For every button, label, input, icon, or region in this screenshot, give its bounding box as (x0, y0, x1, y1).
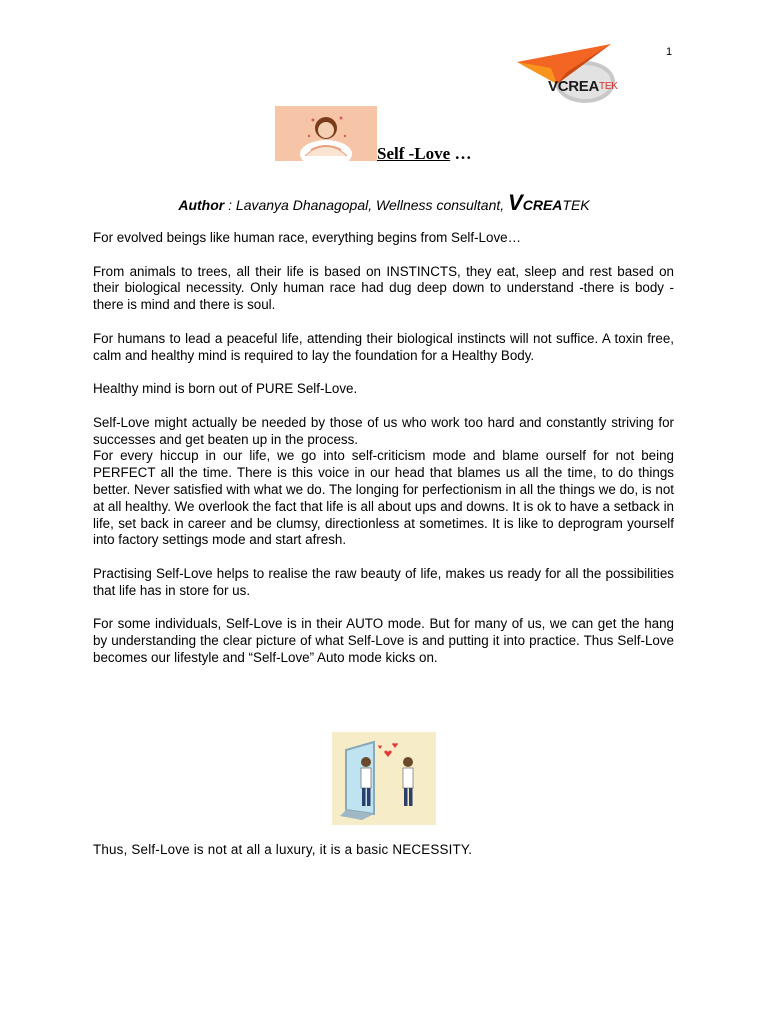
author-line (0, 190, 768, 216)
paragraph: For every hiccup in our life, we go into self-criticism mode and blame ourself for not being PERFECT all the time. There is this voice in our head that blames us all the time, to do things better. Never satisfied with what we do. The longing for perfectionism in all the things we do, is not at all healthy. We overlook the fact that life is all about ups and downs. It is ok to have a setback in life, set back in career and be clumsy, directionless at sometimes. It is like to deprogram yourself into factory settings mode and start afresh. (93, 448, 674, 548)
article-body (93, 230, 674, 684)
mirror-illustration (332, 732, 436, 825)
author-label: Author (178, 197, 225, 213)
page-number: 1 (666, 46, 673, 58)
author-brand: VCREATEK (508, 190, 590, 215)
paragraph: Practising Self-Love helps to realise the raw beauty of life, makes us ready for all the possibilities that life has in store for us. (93, 565, 674, 598)
author-details: : Lavanya Dhanagopal, Wellness consultant, (224, 197, 509, 213)
self-hug-illustration (275, 106, 377, 161)
document-title: Self -Love … (377, 144, 472, 163)
paragraph: For some individuals, Self-Love is in their AUTO mode. But for many of us, we can get the hang by understanding the clear picture of what Self-Love is and putting it into practice. Thus Self-Love becomes our lifestyle and “Self-Love” Auto mode kicks on. (93, 616, 674, 665)
paragraph: For evolved beings like human race, everything begins from Self-Love… (93, 230, 521, 245)
paragraph: For humans to lead a peaceful life, attending their biological instincts will not suffice. A toxin free, calm and healthy mind is required to lay the foundation for a Healthy Body. (93, 330, 674, 363)
paragraph: Self-Love might actually be needed by those of us who work too hard and constantly striving for successes and get beaten up in the process. (93, 414, 674, 447)
paragraph: Healthy mind is born out of PURE Self-Love. (93, 381, 358, 397)
closing-sentence: Thus, Self-Love is not at all a luxury, it is a basic NECESSITY. (93, 842, 473, 857)
paper-plane-logo-icon (505, 42, 651, 106)
paragraph: From animals to trees, all their life is based on INSTINCTS, they eat, sleep and rest based on their biological necessity. Only human race had dug deep down to understand -there is body -there is mind and there is soul. (93, 263, 674, 313)
logo-wordmark: VCREATEK (548, 78, 618, 95)
vcreatek-logo (505, 42, 651, 106)
